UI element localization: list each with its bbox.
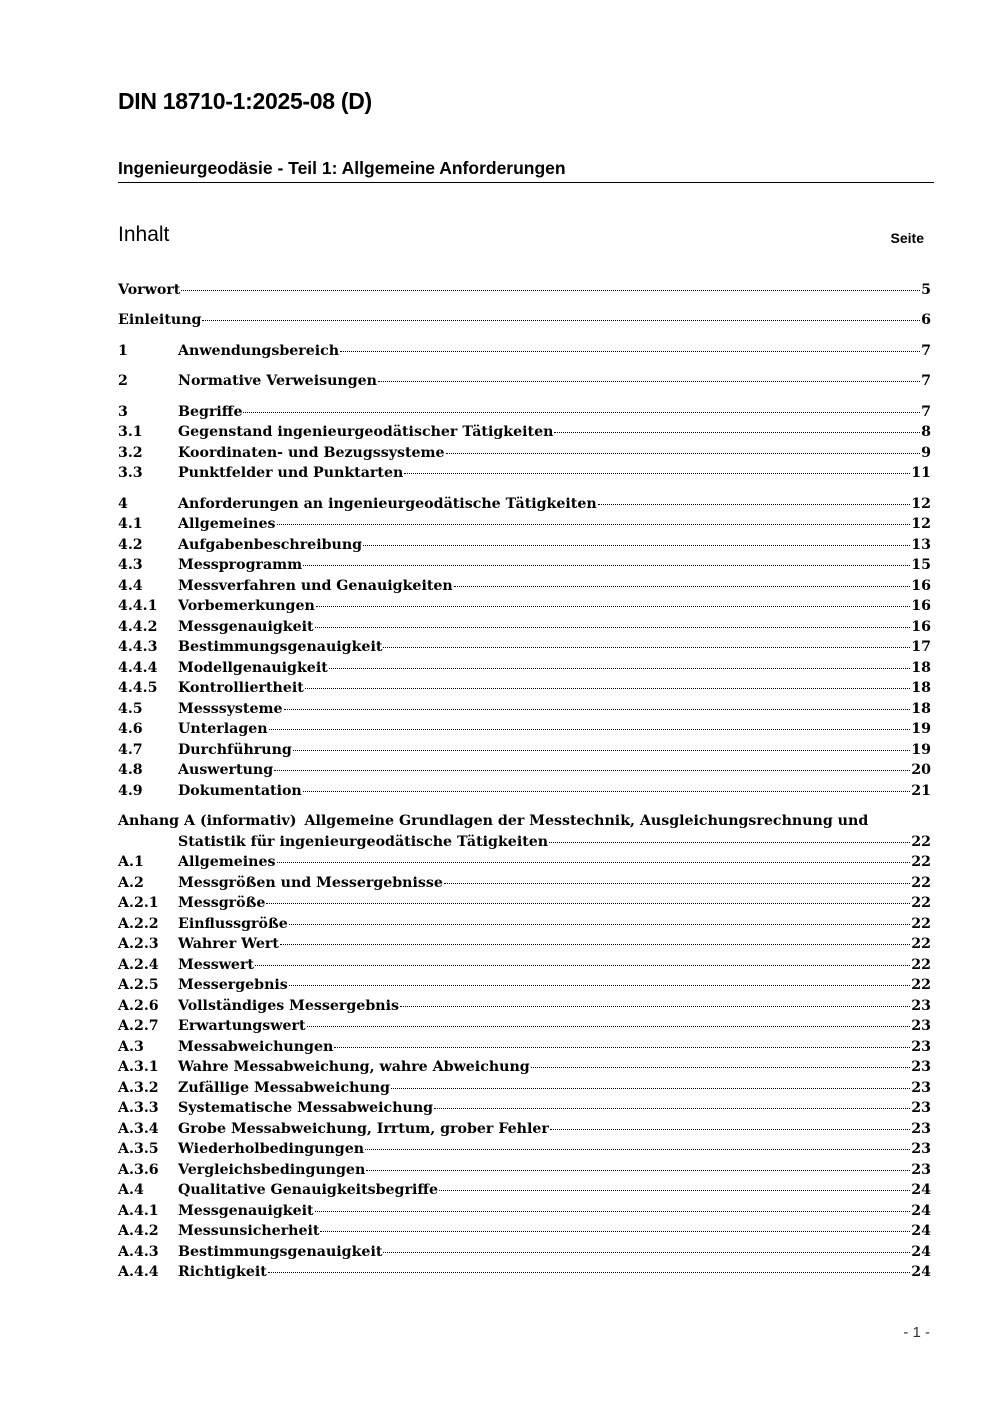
toc-entry-page: 24: [911, 1244, 931, 1260]
toc-entry-page: 23: [911, 1141, 931, 1157]
page-column-label: Seite: [890, 230, 924, 246]
toc-entry[interactable]: [118, 443, 931, 463]
annex-toc-entry[interactable]: [118, 1037, 931, 1057]
toc-dot-leader: [316, 606, 910, 607]
annex-toc-entry[interactable]: [118, 914, 931, 934]
annex-toc-entry[interactable]: [118, 873, 931, 893]
toc-entry-number: A.2.5: [118, 977, 159, 993]
toc-dot-leader: [303, 565, 910, 566]
annex-toc-entry[interactable]: [118, 934, 931, 954]
toc-dot-leader: [383, 647, 910, 648]
toc-dot-leader: [284, 709, 911, 710]
toc-entry-number: A.3.1: [118, 1059, 159, 1075]
toc-entry-page: 7: [921, 343, 931, 359]
toc-entry-number: A.3: [118, 1039, 144, 1055]
toc-entry-title: Durchführung: [178, 742, 292, 758]
annex-toc-entry[interactable]: [118, 1016, 931, 1036]
toc-entry-page: 24: [911, 1203, 931, 1219]
toc-entry-page: 21: [911, 783, 931, 799]
toc-dot-leader: [598, 504, 911, 505]
toc-entry-number: 4.6: [118, 721, 143, 737]
toc-entry-title: Messgröße: [178, 895, 266, 911]
toc-entry-title: Vorwort: [118, 282, 181, 298]
toc-entry-page: 6: [921, 312, 931, 328]
toc-entry-title: Wahrer Wert: [178, 936, 279, 952]
toc-dot-leader: [550, 1129, 910, 1130]
toc-entry-page: 23: [911, 998, 931, 1014]
toc-entry-number: 2: [118, 373, 128, 389]
toc-entry-number: 4.8: [118, 762, 143, 778]
toc-entry-page: 18: [911, 680, 931, 696]
toc-entry[interactable]: [118, 310, 931, 330]
toc-entry-number: A.2: [118, 875, 144, 891]
toc-entry[interactable]: [118, 463, 931, 483]
toc-entry[interactable]: [118, 658, 931, 678]
toc-entry-title: Messwert: [178, 957, 254, 973]
toc-dot-leader: [531, 1067, 911, 1068]
toc-entry-title: Auswertung: [178, 762, 274, 778]
toc-entry-page: 22: [911, 936, 931, 952]
toc-entry-title: Vorbemerkungen: [178, 598, 315, 614]
toc-dot-leader: [305, 688, 910, 689]
annex-toc-entry[interactable]: [118, 1160, 931, 1180]
toc-entry[interactable]: [118, 760, 931, 780]
toc-dot-leader: [181, 290, 920, 291]
toc-dot-leader: [334, 1047, 910, 1048]
toc-entry-page: 23: [911, 1059, 931, 1075]
toc-dot-leader: [400, 1006, 910, 1007]
toc-entry-page: 13: [911, 537, 931, 553]
annex-toc-entry[interactable]: [118, 996, 931, 1016]
toc-entry[interactable]: [118, 341, 931, 361]
toc-entry-number: 4.3: [118, 557, 143, 573]
toc-entry[interactable]: [118, 740, 931, 760]
toc-dot-leader: [255, 965, 910, 966]
toc-entry-page: 22: [911, 977, 931, 993]
toc-entry-page: 11: [911, 465, 931, 481]
toc-dot-leader: [329, 668, 910, 669]
document-subtitle: Ingenieurgeodäsie - Teil 1: Allgemeine Anforderungen: [118, 158, 934, 183]
toc-entry-page: 22: [911, 895, 931, 911]
toc-entry-number: 4.4: [118, 578, 143, 594]
toc-entry[interactable]: [118, 280, 931, 300]
toc-entry-number: A.2.1: [118, 895, 159, 911]
toc-entry-title: Bestimmungsgenauigkeit: [178, 639, 383, 655]
toc-entry-title: Einleitung: [118, 312, 202, 328]
toc-entry-page: 16: [911, 578, 931, 594]
toc-entry-number: 4.1: [118, 516, 143, 532]
toc-entry-page: 22: [911, 834, 931, 850]
toc-entry-number: A.1: [118, 854, 144, 870]
toc-entry-page: 18: [911, 660, 931, 676]
toc-entry[interactable]: [118, 514, 931, 534]
toc-entry-page: 7: [921, 404, 931, 420]
toc-dot-leader: [293, 750, 910, 751]
toc-entry-title: Unterlagen: [178, 721, 268, 737]
toc-dot-leader: [315, 1211, 911, 1212]
toc-entry-number: 3.2: [118, 445, 143, 461]
toc-entry-title: Grobe Messabweichung, Irrtum, grober Fehler: [178, 1121, 549, 1137]
annex-toc-entry[interactable]: [118, 1139, 931, 1159]
toc-entry-title: Systematische Messabweichung: [178, 1100, 434, 1116]
annex-title-line2[interactable]: [178, 832, 931, 852]
toc-entry-number: 3.1: [118, 424, 143, 440]
toc-entry-title: Modellgenauigkeit: [178, 660, 328, 676]
toc-entry-page: 24: [911, 1182, 931, 1198]
toc-dot-leader: [274, 770, 910, 771]
toc-dot-leader: [434, 1108, 910, 1109]
toc-entry-number: 3.3: [118, 465, 143, 481]
toc-entry-page: 15: [911, 557, 931, 573]
toc-entry-title: Messunsicherheit: [178, 1223, 320, 1239]
toc-entry-number: 4.4.1: [118, 598, 158, 614]
toc-entry-number: 4.2: [118, 537, 143, 553]
toc-dot-leader: [269, 729, 911, 730]
toc-entry[interactable]: [118, 576, 931, 596]
toc-entry-number: A.3.3: [118, 1100, 159, 1116]
toc-entry-title: Begriffe: [178, 404, 243, 420]
annex-toc-entry[interactable]: [118, 1057, 931, 1077]
annex-toc-entry[interactable]: [118, 1201, 931, 1221]
toc-entry-title: Anforderungen an ingenieurgeodätische Tätigkeiten: [178, 496, 597, 512]
toc-dot-leader: [266, 903, 910, 904]
toc-entry-title: Vollständiges Messergebnis: [178, 998, 399, 1014]
annex-toc-entry[interactable]: [118, 955, 931, 975]
toc-entry-number: 4.4.3: [118, 639, 158, 655]
toc-dot-leader: [307, 1026, 911, 1027]
toc-entry-page: 12: [911, 516, 931, 532]
toc-entry-title: Bestimmungsgenauigkeit: [178, 1244, 383, 1260]
toc-dot-leader: [315, 627, 911, 628]
toc-entry-title: Richtigkeit: [178, 1264, 267, 1280]
toc-entry-number: 4.5: [118, 701, 143, 717]
toc-entry-title: Messgrößen und Messergebnisse: [178, 875, 443, 891]
toc-dot-leader: [444, 883, 910, 884]
toc-entry-number: 1: [118, 343, 128, 359]
annex-toc-entry[interactable]: [118, 893, 931, 913]
toc-dot-leader: [277, 862, 911, 863]
toc-entry-number: 4: [118, 496, 128, 512]
toc-entry-number: A.2.6: [118, 998, 159, 1014]
toc-dot-leader: [340, 351, 920, 352]
toc-entry-page: 17: [911, 639, 931, 655]
toc-entry-number: A.4: [118, 1182, 144, 1198]
toc-dot-leader: [404, 473, 910, 474]
toc-entry-page: 12: [911, 496, 931, 512]
toc-entry-title: Messgenauigkeit: [178, 1203, 314, 1219]
toc-entry-title: Einflussgröße: [178, 916, 288, 932]
toc-entry-page: 23: [911, 1039, 931, 1055]
toc-dot-leader: [243, 412, 920, 413]
toc-entry[interactable]: [118, 719, 931, 739]
toc-dot-leader: [303, 791, 911, 792]
toc-entry-page: 24: [911, 1264, 931, 1280]
toc-dot-leader: [289, 924, 910, 925]
toc-entry-number: A.2.3: [118, 936, 159, 952]
toc-entry-page: 16: [911, 598, 931, 614]
toc-dot-leader: [554, 432, 920, 433]
toc-dot-leader: [289, 985, 910, 986]
toc-entry-number: A.2.4: [118, 957, 159, 973]
annex-toc-entry[interactable]: [118, 1078, 931, 1098]
toc-entry-title: Vergleichsbedingungen: [178, 1162, 366, 1178]
toc-dot-leader: [391, 1088, 910, 1089]
toc-entry-page: 5: [921, 282, 931, 298]
toc-entry-title: Gegenstand ingenieurgeodätischer Tätigkeiten: [178, 424, 554, 440]
toc-dot-leader: [366, 1170, 910, 1171]
toc-entry-number: A.3.5: [118, 1141, 159, 1157]
toc-entry-number: A.3.2: [118, 1080, 159, 1096]
toc-entry[interactable]: [118, 678, 931, 698]
toc-entry-page: 23: [911, 1018, 931, 1034]
annex-heading[interactable]: [118, 811, 931, 831]
toc-entry-title: Normative Verweisungen: [178, 373, 377, 389]
annex-toc-entry[interactable]: [118, 975, 931, 995]
toc-entry-title: Koordinaten- und Bezugssysteme: [178, 445, 445, 461]
toc-entry-title: Messergebnis: [178, 977, 288, 993]
toc-entry[interactable]: [118, 596, 931, 616]
toc-entry[interactable]: [118, 402, 931, 422]
toc-entry-number: 4.7: [118, 742, 143, 758]
toc-entry-title: Statistik für ingenieurgeodätische Tätigkeiten: [178, 834, 549, 850]
toc-dot-leader: [383, 1252, 910, 1253]
toc-entry-number: A.4.1: [118, 1203, 159, 1219]
toc-dot-leader: [320, 1231, 910, 1232]
toc-dot-leader: [439, 1190, 910, 1191]
toc-dot-leader: [280, 944, 910, 945]
toc-entry-title: Aufgabenbeschreibung: [178, 537, 363, 553]
toc-entry-number: A.2.7: [118, 1018, 159, 1034]
toc-entry-number: A.3.6: [118, 1162, 159, 1178]
toc-entry-title: Messprogramm: [178, 557, 303, 573]
document-id: DIN 18710-1:2025-08 (D): [118, 88, 372, 114]
toc-entry-title: Messverfahren und Genauigkeiten: [178, 578, 453, 594]
toc-entry-title: Wiederholbedingungen: [178, 1141, 365, 1157]
toc-entry[interactable]: [118, 422, 931, 442]
toc-entry-page: 8: [921, 424, 931, 440]
toc-entry-page: 9: [921, 445, 931, 461]
toc-entry-page: 18: [911, 701, 931, 717]
annex-toc-entry[interactable]: [118, 1180, 931, 1200]
toc-entry-title: Dokumentation: [178, 783, 302, 799]
toc-entry-page: 24: [911, 1223, 931, 1239]
toc-entry-page: 16: [911, 619, 931, 635]
toc-entry-number: A.4.2: [118, 1223, 159, 1239]
annex-toc-entry[interactable]: [118, 1119, 931, 1139]
annex-toc-entry[interactable]: [118, 1221, 931, 1241]
toc-dot-leader: [202, 320, 920, 321]
annex-toc-entry[interactable]: [118, 1262, 931, 1282]
toc-entry-page: 23: [911, 1121, 931, 1137]
toc-dot-leader: [549, 842, 910, 843]
toc-entry-title: Wahre Messabweichung, wahre Abweichung: [178, 1059, 530, 1075]
toc-entry-number: A.4.4: [118, 1264, 159, 1280]
toc-entry-page: 19: [911, 742, 931, 758]
toc-entry[interactable]: [118, 535, 931, 555]
toc-dot-leader: [277, 524, 911, 525]
toc-entry-title: Allgemeines: [178, 854, 276, 870]
toc-entry-page: 22: [911, 957, 931, 973]
toc-entry[interactable]: [118, 781, 931, 801]
toc-entry-number: 4.9: [118, 783, 143, 799]
toc-entry-title: Messgenauigkeit: [178, 619, 314, 635]
toc-entry-page: 22: [911, 916, 931, 932]
toc-entry-number: A.3.4: [118, 1121, 159, 1137]
toc-entry-page: 23: [911, 1100, 931, 1116]
toc-entry-number: 3: [118, 404, 128, 420]
page-number: - 1 -: [903, 1324, 930, 1341]
toc-dot-leader: [454, 586, 911, 587]
toc-entry[interactable]: [118, 637, 931, 657]
toc-entry-page: 23: [911, 1162, 931, 1178]
toc-entry[interactable]: [118, 371, 931, 391]
toc-entry-number: A.4.3: [118, 1244, 159, 1260]
annex-toc-entry[interactable]: [118, 1242, 931, 1262]
toc-entry[interactable]: [118, 617, 931, 637]
toc-entry[interactable]: [118, 494, 931, 514]
toc-entry-title: Messabweichungen: [178, 1039, 334, 1055]
toc-dot-leader: [446, 453, 921, 454]
toc-entry[interactable]: [118, 555, 931, 575]
toc-entry-page: 19: [911, 721, 931, 737]
toc-entry-title: Allgemeines: [178, 516, 276, 532]
toc-entry-title: Qualitative Genauigkeitsbegriffe: [178, 1182, 439, 1198]
toc-dot-leader: [268, 1272, 910, 1273]
toc-dot-leader: [378, 381, 920, 382]
toc-entry-title: Anwendungsbereich: [178, 343, 340, 359]
toc-entry-page: 23: [911, 1080, 931, 1096]
toc-entry-title: Kontrolliertheit: [178, 680, 304, 696]
toc-entry-number: A.2.2: [118, 916, 159, 932]
toc-entry-page: 22: [911, 875, 931, 891]
toc-entry-title: Zufällige Messabweichung: [178, 1080, 390, 1096]
toc-entry-page: 7: [921, 373, 931, 389]
toc-entry-page: 22: [911, 854, 931, 870]
toc-entry-number: 4.4.5: [118, 680, 158, 696]
toc-entry-title: Punktfelder und Punktarten: [178, 465, 404, 481]
annex-title-line1: Allgemeine Grundlagen der Messtechnik, Ausgleichungsrechnung und: [304, 813, 869, 829]
toc-dot-leader: [365, 1149, 910, 1150]
annex-label: Anhang A (informativ): [118, 813, 297, 829]
toc-entry-title: Messsysteme: [178, 701, 283, 717]
toc-entry-title: Erwartungswert: [178, 1018, 306, 1034]
toc-dot-leader: [363, 545, 910, 546]
annex-toc-entry[interactable]: [118, 852, 931, 872]
toc-entry[interactable]: [118, 699, 931, 719]
toc-entry-page: 20: [911, 762, 931, 778]
contents-heading: Inhalt: [118, 223, 170, 246]
toc-entry-number: 4.4.4: [118, 660, 158, 676]
toc-entry-number: 4.4.2: [118, 619, 158, 635]
annex-toc-entry[interactable]: [118, 1098, 931, 1118]
